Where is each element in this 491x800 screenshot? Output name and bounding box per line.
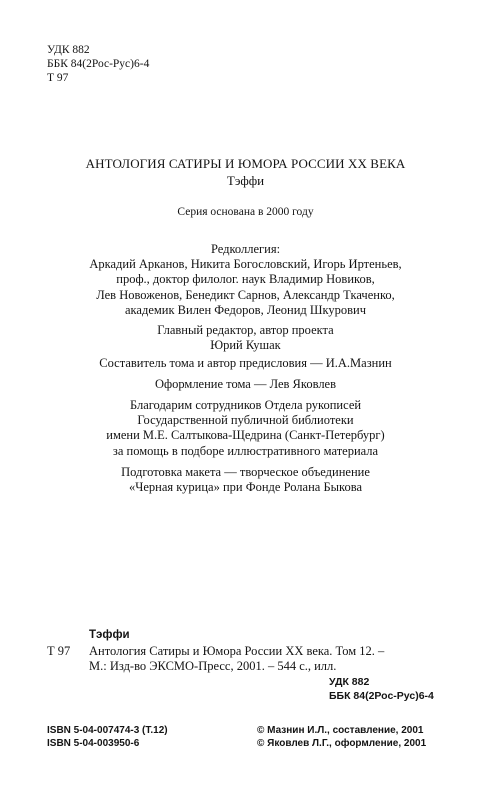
chief-editor-role: Главный редактор, автор проекта: [157, 323, 334, 337]
design-text: Оформление тома — Лев Яковлев: [154, 377, 337, 391]
editorial-board-line: проф., доктор филолог. наук Владимир Новиков,: [116, 272, 375, 287]
acknowledgements: [0, 398, 491, 459]
editorial-board: [0, 242, 491, 318]
editorial-board-line: Лев Новоженов, Бенедикт Сарнов, Александр Ткаченко,: [96, 287, 395, 302]
catalog-udk: УДК 882: [329, 676, 370, 688]
chief-editor-name: Юрий Кушак: [210, 338, 281, 353]
acknowledgement-line: за помощь в подборе иллюстративного материала: [112, 443, 379, 458]
catalog-line-1: Антология Сатиры и Юмора России XX века. Том 12. –: [89, 644, 385, 658]
isbn-volume: ISBN 5-04-007474-3 (Т.12): [47, 725, 168, 736]
author-name: Тэффи: [226, 173, 265, 188]
compiler-credit: [0, 356, 491, 371]
compiler-text: Составитель тома и автор предисловия — И.А.Мазнин: [99, 356, 392, 370]
layout-preparation: [0, 465, 491, 495]
author-mark-top: Т 97: [47, 72, 69, 84]
chief-editor: [0, 323, 491, 353]
catalog-line-2: М.: Изд-во ЭКСМО-Пресс, 2001. – 544 с., илл.: [89, 659, 337, 673]
udk-code-top: УДК 882: [47, 44, 90, 56]
editorial-board-heading: Редколлегия:: [210, 242, 281, 256]
acknowledgement-line: Государственной публичной библиотеки: [137, 413, 354, 428]
series-founded: Серия основана в 2000 году: [177, 206, 314, 218]
series-title: АНТОЛОГИЯ САТИРЫ И ЮМОРА РОССИИ XX ВЕКА: [85, 156, 406, 171]
catalog-author: Тэффи: [89, 629, 130, 641]
acknowledgement-line: имени М.Е. Салтыкова-Щедрина (Санкт-Петербург): [106, 428, 385, 443]
acknowledgement-line: Благодарим сотрудников Отдела рукописей: [129, 398, 362, 412]
copyright-designer: © Яковлев Л.Г., оформление, 2001: [257, 738, 427, 749]
design-credit: [0, 377, 491, 392]
isbn-series: ISBN 5-04-003950-6: [47, 738, 140, 749]
editorial-board-line: Аркадий Арканов, Никита Богословский, Игорь Иртеньев,: [89, 257, 402, 272]
catalog-mark: Т 97: [47, 644, 71, 658]
editorial-board-line: академик Вилен Федоров, Леонид Шкурович: [124, 302, 367, 317]
layout-prep-line: Подготовка макета — творческое объединение: [121, 465, 370, 479]
bbk-code-top: ББК 84(2Рос-Рус)6-4: [47, 58, 150, 70]
layout-prep-line: «Черная курица» при Фонде Ролана Быкова: [128, 480, 362, 495]
copyright-compiler: © Мазнин И.Л., составление, 2001: [257, 725, 424, 736]
catalog-bbk: ББК 84(2Рос-Рус)6-4: [329, 690, 434, 702]
